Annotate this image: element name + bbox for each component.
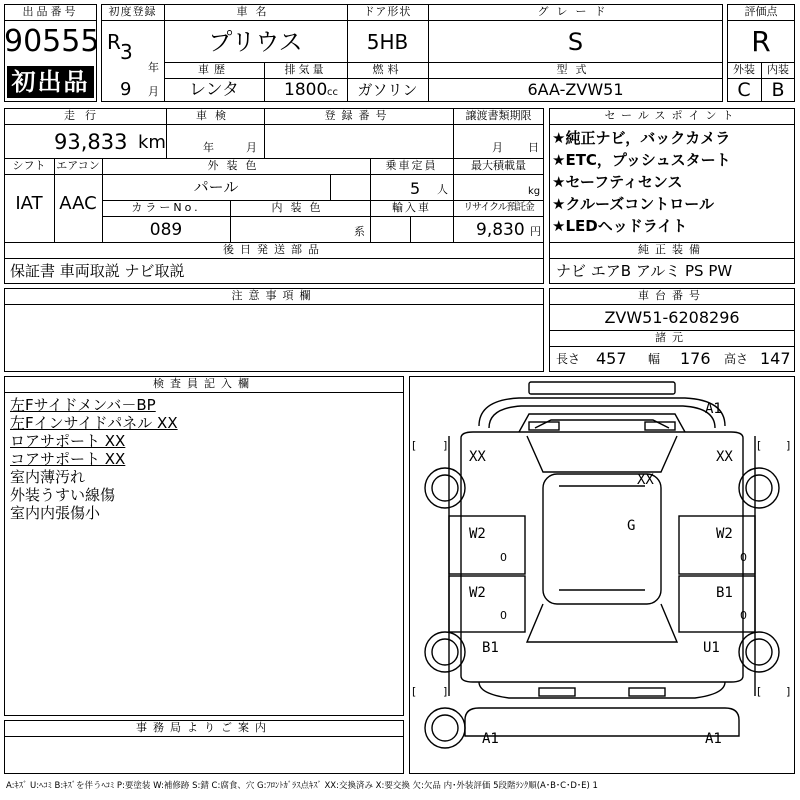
length-label: 長さ xyxy=(556,352,581,366)
mileage-value: 93,833 xyxy=(54,130,128,154)
zero-mark: 0 xyxy=(500,551,507,564)
recycle-label: リサイクル預託金 xyxy=(463,202,534,213)
door-label: ドア形状 xyxy=(363,5,412,18)
damage-mark: B1 xyxy=(482,640,499,656)
color-no-label: カラーNo. xyxy=(131,201,201,214)
inspector-note: 外装うすい線傷 xyxy=(10,486,116,504)
color-no-value: 089 xyxy=(149,220,183,240)
damage-mark: W2 xyxy=(716,526,733,542)
door-value: 5HB xyxy=(366,30,409,54)
reg-month: 9 xyxy=(120,79,132,100)
ext-color-value: パール xyxy=(193,178,239,196)
zero-mark: 0 xyxy=(500,609,507,622)
capacity-unit: 人 xyxy=(437,183,448,196)
bracket-mark: [ xyxy=(757,685,762,698)
damage-mark: XX xyxy=(716,449,733,465)
capacity-value: 5 xyxy=(410,179,421,198)
max-load-label: 最大積載量 xyxy=(471,159,526,172)
history-value: レンタ xyxy=(189,80,239,100)
damage-mark: W2 xyxy=(469,585,486,601)
displacement-label: 排気量 xyxy=(284,63,327,76)
bracket-mark: ] xyxy=(786,685,791,698)
damage-mark: B1 xyxy=(716,585,733,601)
fuel-label: 燃料 xyxy=(372,63,403,76)
recycle-value: 9,830 xyxy=(476,220,525,240)
damage-mark: G xyxy=(627,518,636,534)
shift-value: IAT xyxy=(15,193,43,214)
height-label: 高さ xyxy=(724,352,749,366)
zero-mark: 0 xyxy=(740,551,747,564)
damage-mark: W2 xyxy=(469,526,486,542)
inspection-year: 年 xyxy=(203,141,214,154)
inspector-note: 左Fサイドメンバ－BP xyxy=(10,396,156,414)
inspector-note: 室内薄汚れ xyxy=(10,468,86,486)
score-label: 評価点 xyxy=(744,5,778,18)
equip-label: 純正装備 xyxy=(638,243,706,256)
model-label: 型式 xyxy=(556,63,595,76)
equip-value: ナビ エアB アルミ PS PW xyxy=(556,262,733,280)
inspector-label: 検査員記入欄 xyxy=(153,377,255,390)
import-label: 輸入車 xyxy=(392,201,431,214)
mileage-label: 走行 xyxy=(64,109,106,122)
aircon-label: エアコン xyxy=(56,159,100,172)
inspector-note: コアサポート XX xyxy=(10,450,126,468)
regno-label: 登録番号 xyxy=(324,109,393,122)
reg-month-unit: 月 xyxy=(148,85,159,98)
first-listing-text: 初出品 xyxy=(11,68,90,96)
mileage-unit: km xyxy=(138,132,166,153)
recycle-unit: 円 xyxy=(530,225,541,238)
chassis-label: 車台番号 xyxy=(638,289,706,302)
interior-label: 内装 xyxy=(767,63,789,76)
exterior-label: 外装 xyxy=(733,63,755,76)
length-value: 457 xyxy=(596,349,627,368)
inspector-note: 室内内張傷小 xyxy=(10,504,101,522)
car-diagram xyxy=(409,376,795,774)
width-label: 幅 xyxy=(648,352,661,366)
damage-mark: A1 xyxy=(482,731,499,747)
bracket-mark: [ xyxy=(412,439,417,452)
car-name: プリウス xyxy=(208,28,303,56)
height-value: 147 xyxy=(760,349,791,368)
office-label: 事務局よりご案内 xyxy=(136,721,272,734)
chassis-number: ZVW51-6208296 xyxy=(604,308,740,327)
inspector-note: 左Fインサイドパネル XX xyxy=(10,414,178,432)
shift-label: シフト xyxy=(12,159,46,172)
damage-mark: A1 xyxy=(705,731,722,747)
max-load-unit: kg xyxy=(528,186,541,197)
transfer-month: 月 xyxy=(492,141,503,154)
bracket-mark: ] xyxy=(786,439,791,452)
width-value: 176 xyxy=(680,349,711,368)
displacement-value: 1800 xyxy=(284,80,328,100)
model-value: 6AA-ZVW51 xyxy=(527,80,624,99)
sales-point: ★クルーズコントロール xyxy=(552,195,714,213)
reg-year-unit: 年 xyxy=(148,61,159,74)
inspection-label: 車検 xyxy=(196,109,234,122)
capacity-label: 乗車定員 xyxy=(385,159,438,172)
aircon-value: AAC xyxy=(59,193,97,214)
sales-point: ★ETC，プッシュスタート xyxy=(552,151,731,169)
ext-color-label: 外装色 xyxy=(207,159,265,172)
damage-mark: U1 xyxy=(703,640,720,656)
bracket-mark: ] xyxy=(443,685,448,698)
history-label: 車歴 xyxy=(198,63,230,76)
bracket-mark: [ xyxy=(412,685,417,698)
sales-point: ★セーフティセンス xyxy=(552,173,683,191)
dims-label: 諸元 xyxy=(655,331,689,344)
transfer-label: 譲渡書類期限 xyxy=(465,109,532,122)
fuel-value: ガソリン xyxy=(357,81,418,99)
reg-label: 初度登録 xyxy=(108,5,157,18)
zero-mark: 0 xyxy=(740,609,747,622)
later-parts-label: 後日発送部品 xyxy=(223,243,325,256)
grade-label: グレード xyxy=(537,5,614,18)
inspection-month: 月 xyxy=(246,141,257,154)
reg-year: 3 xyxy=(120,40,133,64)
caution-label: 注意事項欄 xyxy=(231,289,317,302)
later-parts-value: 保証書 車両取説 ナビ取説 xyxy=(10,262,185,280)
interior-grade: B xyxy=(771,79,785,101)
transfer-day: 日 xyxy=(528,141,539,154)
reg-era: R xyxy=(107,30,121,54)
bracket-mark: [ xyxy=(757,439,762,452)
damage-mark: A1 xyxy=(705,401,722,417)
name-label: 車名 xyxy=(236,5,275,18)
int-color-label: 内装色 xyxy=(271,201,329,214)
sales-title: セールスポイント xyxy=(604,109,740,122)
damage-mark: XX xyxy=(637,472,654,488)
inspector-note: ロアサポート XX xyxy=(10,432,126,450)
int-color-unit: 系 xyxy=(354,225,365,238)
lot-label: 出品番号 xyxy=(22,5,79,18)
grade-value: S xyxy=(567,28,584,56)
legend: A:ｷｽﾞ U:ﾍｺﾐ B:ｷｽﾞを伴うﾍｺﾐ P:要塗装 W:補修跡 S:錆 C:腐食、穴 G:ﾌﾛﾝﾄｶﾞﾗｽ点ｷｽﾞ XX:交換済み X:要交換 欠:欠品 内･外装評価 5段階ﾗﾝｸ順(A･B･C･D･E) 1 xyxy=(6,781,598,791)
lot-number: 90555 xyxy=(4,24,100,59)
score-value: R xyxy=(751,25,771,58)
damage-mark: XX xyxy=(469,449,486,465)
displacement-unit: cc xyxy=(327,87,338,98)
sales-point: ★純正ナビ，バックカメラ xyxy=(552,129,731,147)
sales-point: ★LEDヘッドライト xyxy=(552,217,688,235)
bracket-mark: ] xyxy=(443,439,448,452)
exterior-grade: C xyxy=(737,79,751,101)
